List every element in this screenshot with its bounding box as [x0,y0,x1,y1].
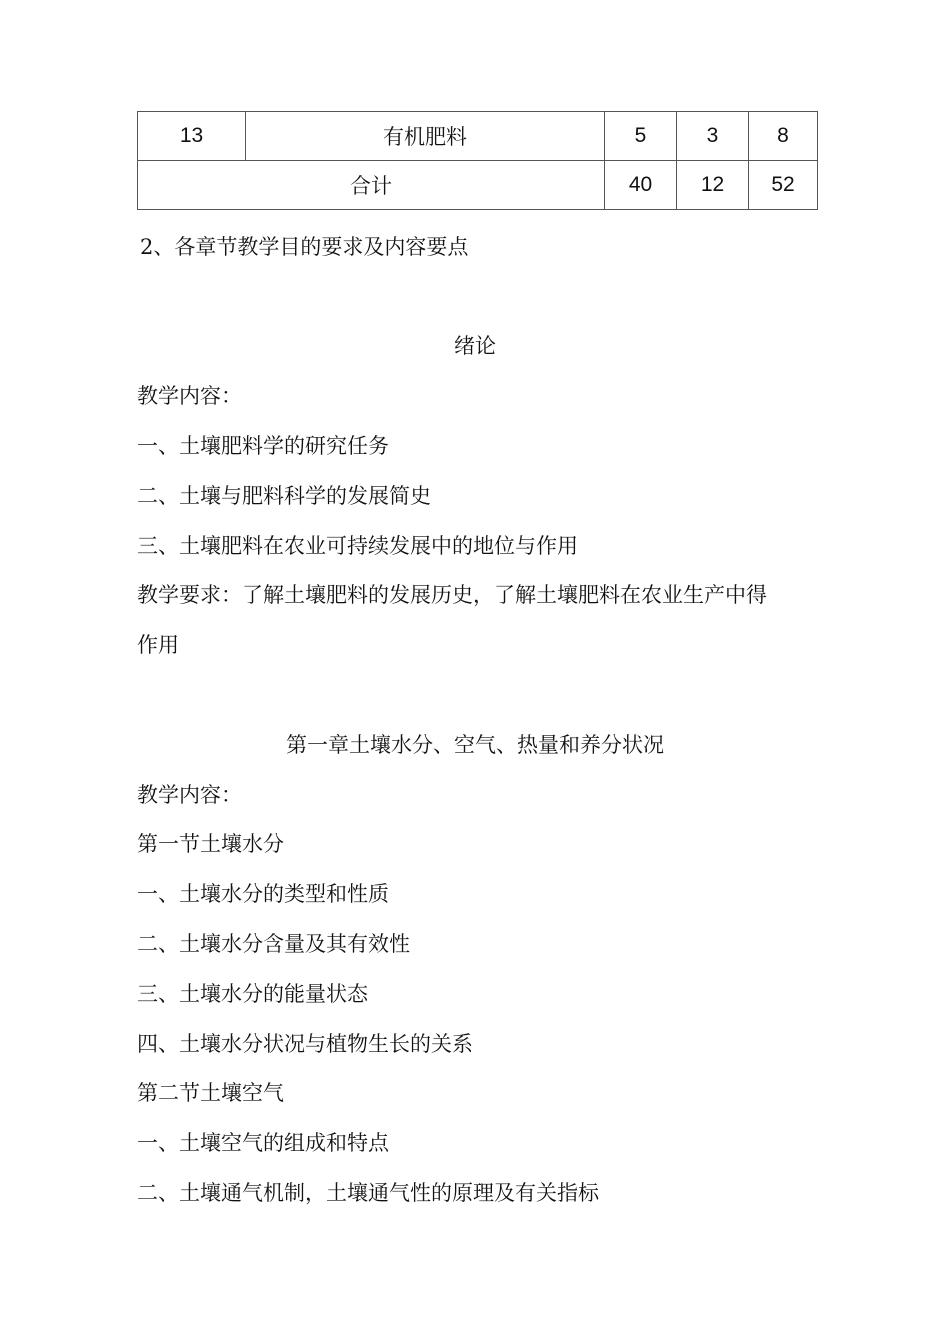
table-cell-chapter-name: 有机肥料 [246,112,605,161]
table-total-row [138,161,818,210]
intro-content-label: 教学内容： [137,384,242,408]
list-item: 一、土壤空气的组成和特点 [137,1131,389,1155]
list-item: 四、土壤水分状况与植物生长的关系 [137,1032,473,1056]
section2-title: 第二节土壤空气 [137,1081,284,1105]
table-cell-hours-total: 8 [749,112,818,161]
table-row [138,112,818,161]
section1-title: 第一节土壤水分 [137,832,284,856]
list-item: 一、土壤水分的类型和性质 [137,882,389,906]
list-item: 二、土壤与肥料科学的发展简史 [137,484,431,508]
chapter1-title: 第一章土壤水分、空气、热量和养分状况 [286,733,664,757]
list-item: 三、土壤水分的能量状态 [137,982,368,1006]
course-hours-table [137,111,818,210]
table-cell-hours-a: 5 [605,112,677,161]
chapter1-content-label: 教学内容： [137,783,242,807]
table-cell-hours-b: 3 [677,112,749,161]
list-item: 三、土壤肥料在农业可持续发展中的地位与作用 [137,534,578,558]
table-total-c: 52 [749,161,818,210]
table-total-label: 合计 [138,161,605,210]
table-total-b: 12 [677,161,749,210]
list-item: 二、土壤通气机制，土壤通气性的原理及有关指标 [137,1181,599,1205]
table-total-a: 40 [605,161,677,210]
intro-title: 绪论 [454,334,496,358]
list-item: 二、土壤水分含量及其有效性 [137,932,410,956]
intro-requirement-continued: 作用 [137,633,179,657]
intro-requirement: 教学要求：了解土壤肥料的发展历史，了解土壤肥料在农业生产中得 [137,583,767,607]
section-heading: 2、各章节教学目的要求及内容要点 [140,235,469,259]
list-item: 一、土壤肥料学的研究任务 [137,434,389,458]
table-cell-number: 13 [138,112,246,161]
